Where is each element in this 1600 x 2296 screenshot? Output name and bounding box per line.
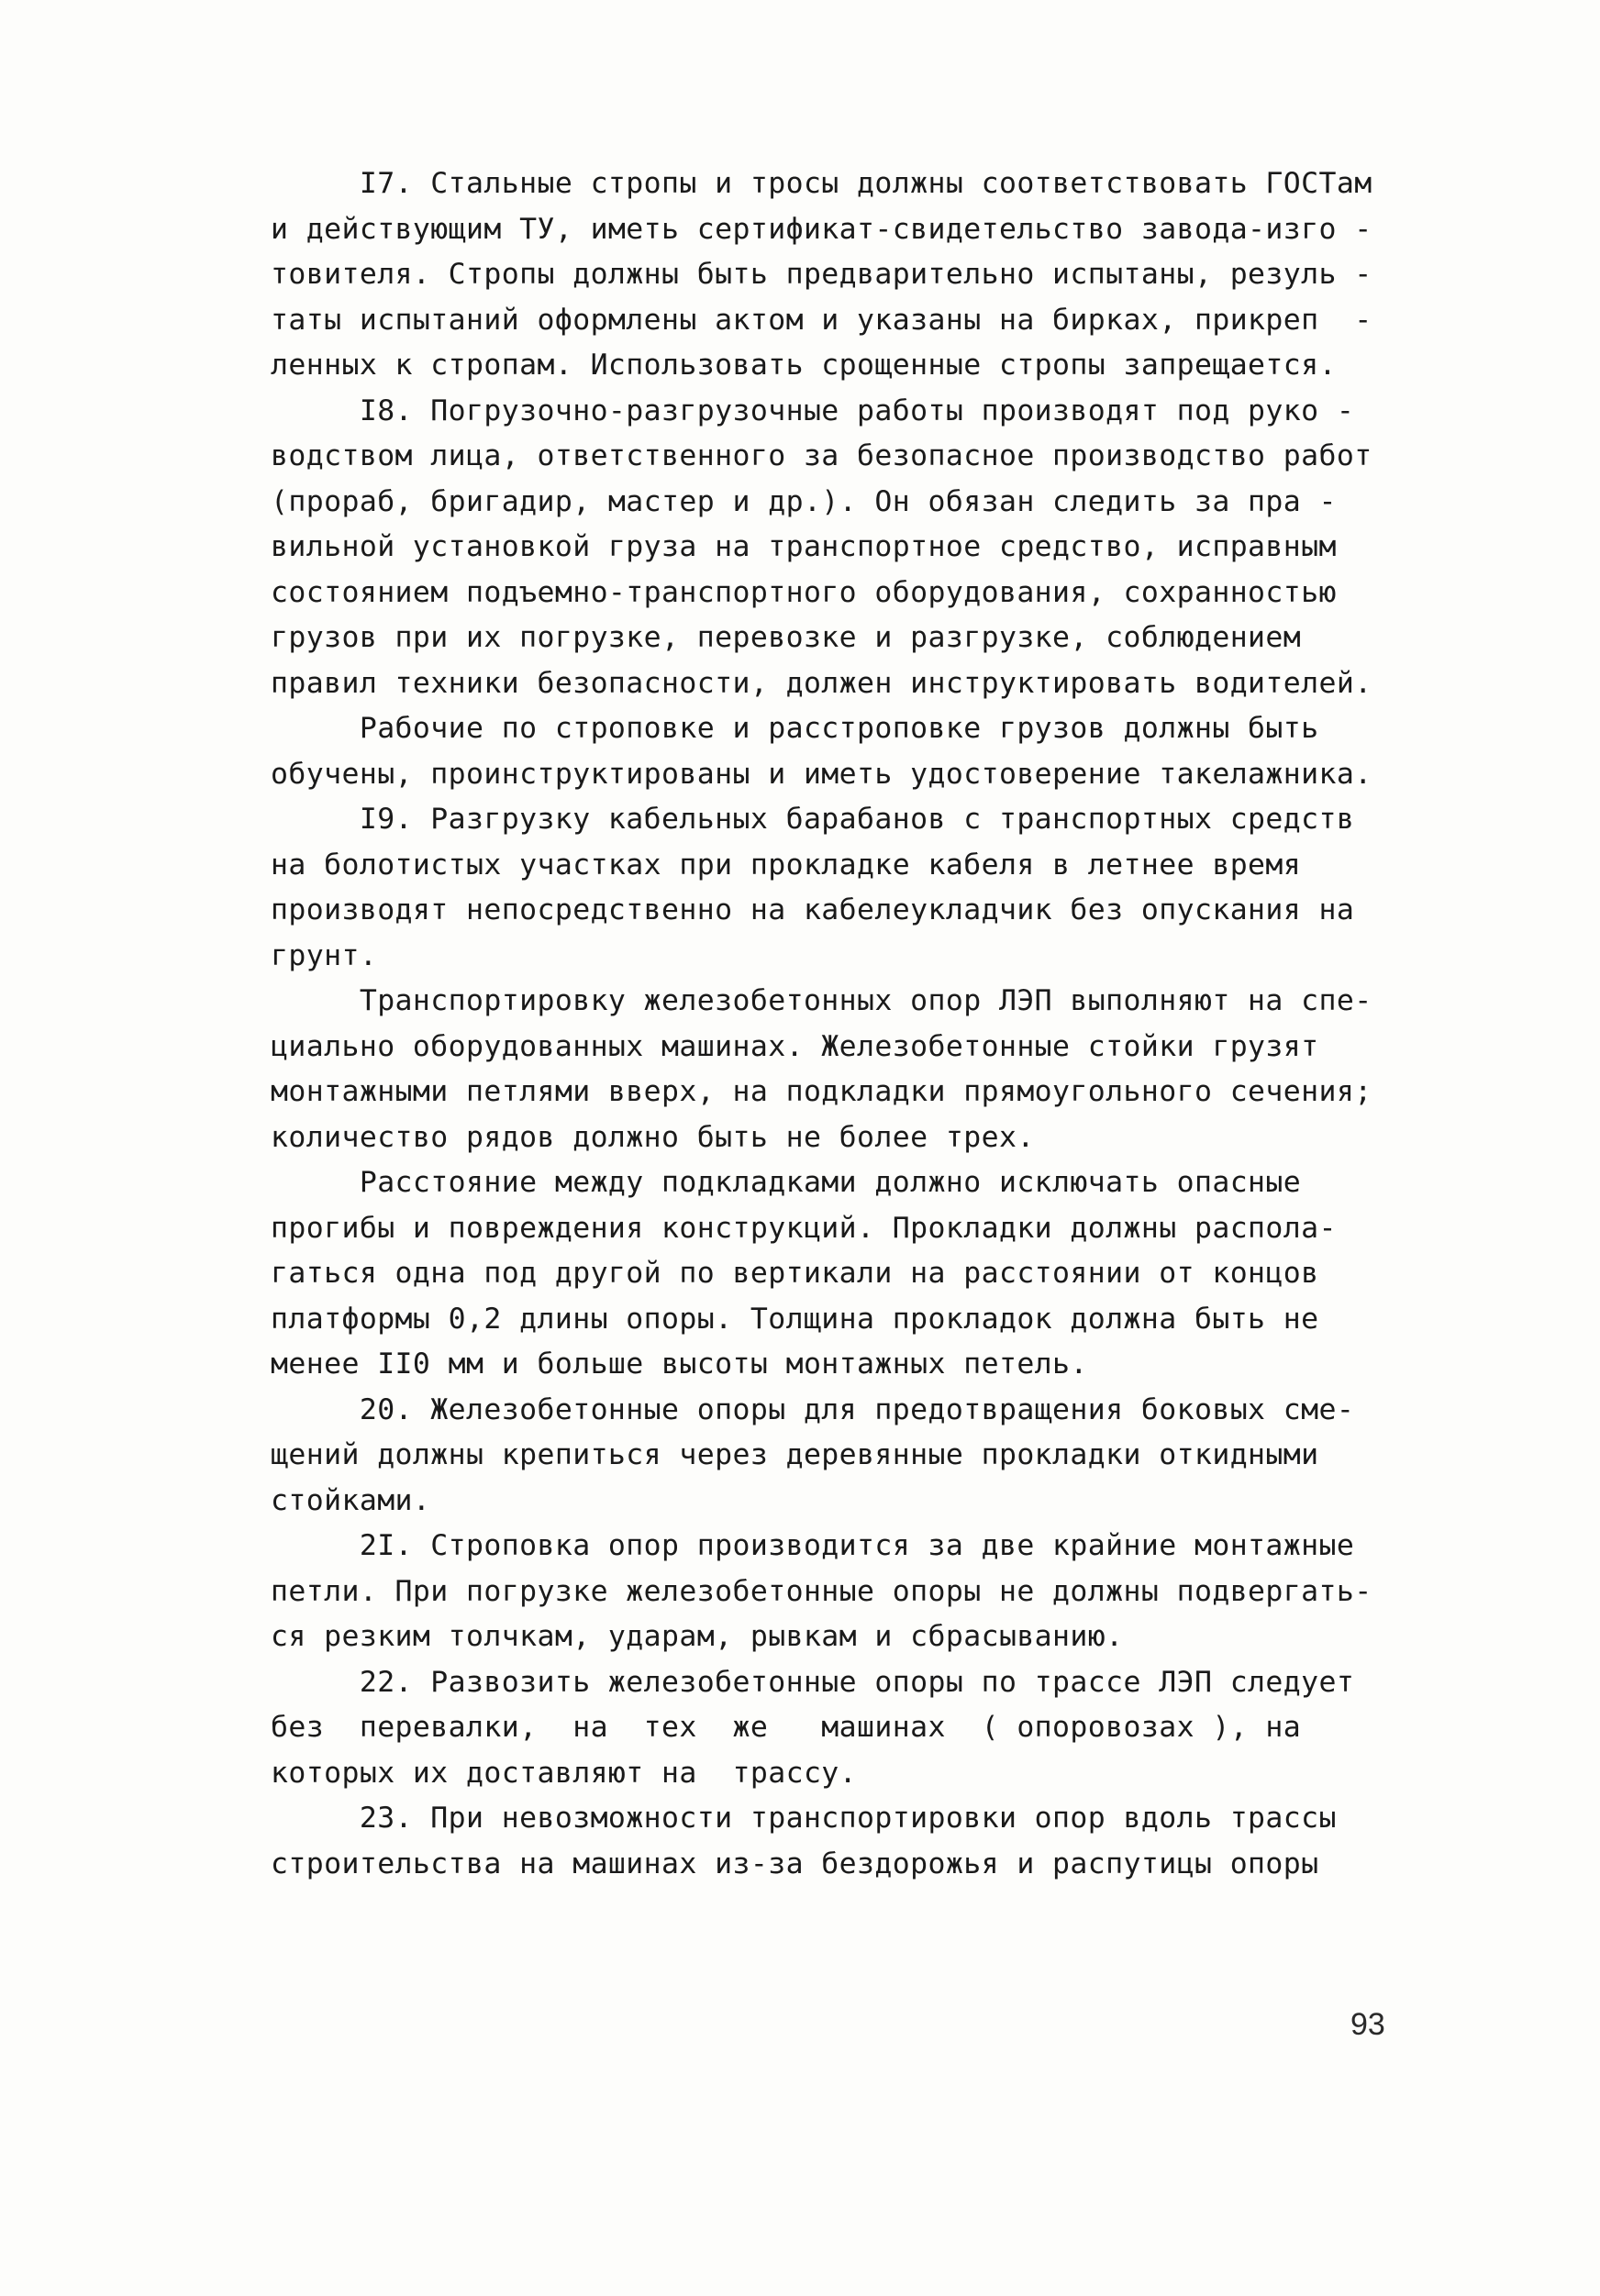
text-line: стойками. [271,1483,431,1517]
text-line: платформы 0,2 длины опоры. Толщина прокладок должна быть не [271,1302,1319,1336]
text-line: Рабочие по строповке и расстроповке грузов должны быть [271,712,1319,745]
text-line: 22. Развозить железобетонные опоры по трассе ЛЭП следует [271,1665,1355,1699]
text-line: количество рядов должно быть не более трех. [271,1120,1035,1154]
text-line: I9. Разгрузку кабельных барабанов с транспортных средств [271,803,1355,836]
paragraph [271,706,1436,797]
text-line: гаться одна под другой по вертикали на расстоянии от концов [271,1257,1319,1290]
text-line: I7. Стальные стропы и тросы должны соответствовать ГОСТам [271,167,1372,200]
text-line: ся резким толчкам, ударам, рывкам и сбрасыванию. [271,1620,1124,1653]
text-line: грузов при их погрузке, перевозке и разгрузке, соблюдением [271,621,1302,654]
text-line: производят непосредственно на кабелеукладчик без опускания на [271,893,1355,926]
text-line: щений должны крепиться через деревянные прокладки откидными [271,1438,1319,1471]
text-line: которых их доставляют на трассу. [271,1756,858,1790]
text-line: петли. При погрузке железобетонные опоры не должны подвергать- [271,1574,1372,1608]
text-line: монтажными петлями вверх, на подкладки прямоугольного сечения; [271,1075,1372,1108]
paragraph [271,1660,1436,1797]
paragraph [271,1524,1436,1660]
paragraph [271,1796,1436,1887]
text-line: товителя. Стропы должны быть предварительно испытаны, резуль - [271,258,1372,291]
text-line: 23. При невозможности транспортировки опор вдоль трассы [271,1802,1337,1835]
text-line: Транспортировку железобетонных опор ЛЭП выполняют на спе- [271,984,1372,1017]
text-line: ленных к стропам. Использовать срощенные стропы запрещается. [271,349,1337,382]
text-line: таты испытаний оформлены актом и указаны на бирках, прикреп - [271,303,1372,337]
text-line: без перевалки, на тех же машинах ( опоровозах ), на [271,1711,1302,1744]
text-line: I8. Погрузочно-разгрузочные работы производят под руко - [271,394,1355,427]
text-line: Расстояние между подкладками должно исключать опасные [271,1166,1302,1199]
text-line: (прораб, бригадир, мастер и др.). Он обязан следить за пра - [271,484,1337,518]
text-line: правил техники безопасности, должен инструктировать водителей. [271,666,1372,700]
paragraph [271,797,1436,979]
text-line: менее II0 мм и больше высоты монтажных петель. [271,1348,1088,1381]
text-line: обучены, проинструктированы и иметь удостоверение такелажника. [271,757,1372,791]
text-line: на болотистых участках при прокладке кабеля в летнее время [271,848,1302,882]
paragraph [271,161,1436,389]
paragraph [271,979,1436,1160]
text-line: вильной установкой груза на транспортное средство, исправным [271,530,1337,563]
text-line: 20. Железобетонные опоры для предотвращения боковых сме- [271,1392,1355,1426]
paragraph [271,1388,1436,1525]
text-line: грунт. [271,938,378,972]
text-line: состоянием подъемно-транспортного оборудования, сохранностью [271,575,1337,609]
page-number: 93 [1350,2007,1385,2042]
text-line: строительства на машинах из-за бездорожья и распутицы опоры [271,1847,1319,1880]
text-line: прогибы и повреждения конструкций. Прокладки должны распола- [271,1211,1337,1245]
text-line: водством лица, ответственного за безопасное производство работ [271,439,1372,472]
text-line: циально оборудованных машинах. Железобетонные стойки грузят [271,1029,1319,1063]
body-text [271,161,1436,1887]
text-line: и действующим ТУ, иметь сертификат-свидетельство завода-изго - [271,212,1372,246]
paragraph [271,1160,1436,1388]
paragraph [271,389,1436,707]
text-line: 2I. Строповка опор производится за две крайние монтажные [271,1529,1355,1562]
